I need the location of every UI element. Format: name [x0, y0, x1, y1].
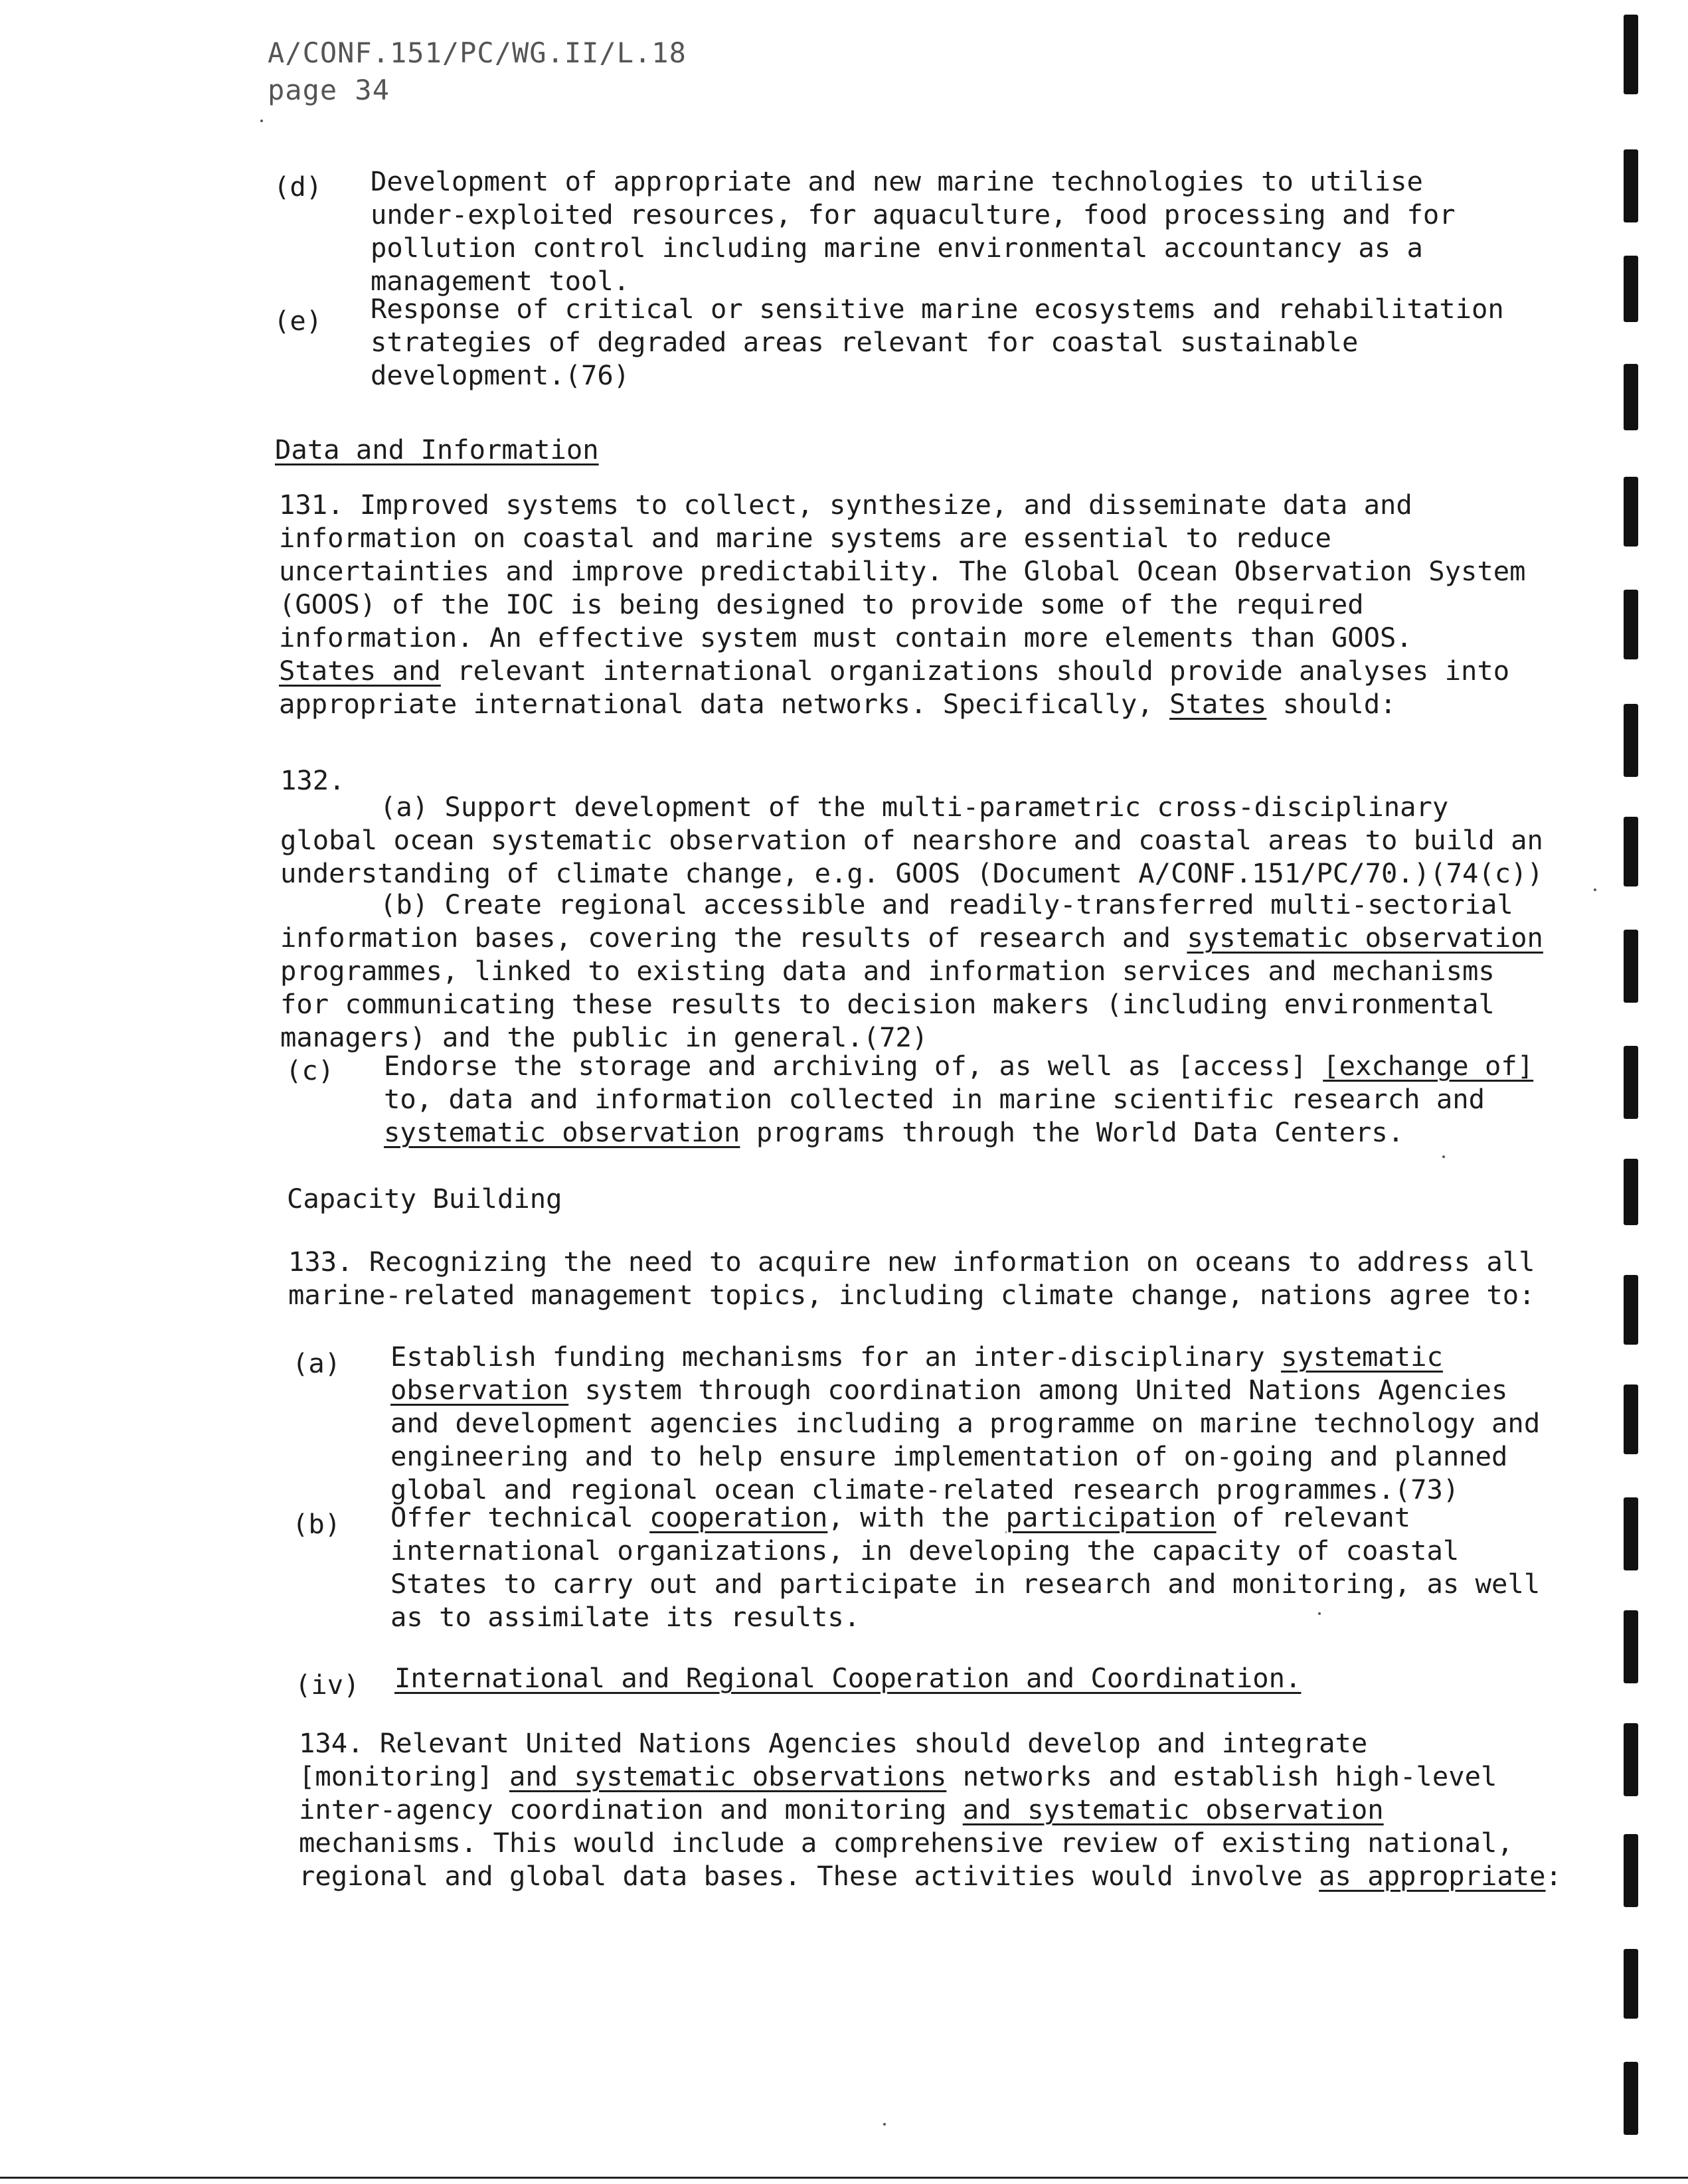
scan-margin-mark: [1624, 15, 1638, 94]
page-number: page 34: [268, 74, 390, 106]
paragraph-line: 134. Relevant United Nations Agencies should develop and integrate: [299, 1727, 1368, 1759]
item-d-text: [371, 165, 1456, 297]
scan-margin-mark: [1624, 1723, 1638, 1796]
paragraph-line: global and regional ocean climate-related research programmes.(73): [390, 1473, 1460, 1505]
scan-margin-mark: [1624, 1275, 1638, 1345]
scan-speck: [1442, 1155, 1445, 1158]
paragraph-line: understanding of climate change, e.g. GOOS (Document A/CONF.151/PC/70.)(74(c)): [280, 857, 1543, 889]
item-e-line: Response of critical or sensitive marine ecosystems and rehabilitation: [371, 293, 1504, 325]
scan-margin-mark: [1624, 590, 1638, 659]
scan-margin-mark: [1624, 2062, 1638, 2135]
paragraph-line: appropriate international data networks. Specifically, States should:: [279, 688, 1396, 720]
underlined-text: systematic observation: [1187, 922, 1543, 954]
paragraph-line: States and relevant international organizations should provide analyses into: [279, 655, 1510, 687]
paragraph-line: inter-agency coordination and monitoring and systematic observation: [299, 1794, 1384, 1825]
item-c-label: (c): [286, 1054, 335, 1086]
scan-margin-mark: [1624, 149, 1638, 222]
scan-margin-mark: [1624, 1497, 1638, 1570]
paragraph-line: Establish funding mechanisms for an inter-disciplinary systematic: [390, 1341, 1443, 1373]
underlined-text: States: [1169, 688, 1267, 720]
scan-margin-mark: [1624, 704, 1638, 777]
item-d-label: (d): [274, 171, 323, 203]
item-b-label: (b): [292, 1508, 341, 1540]
paragraph-133-b: [390, 1501, 1540, 1634]
paragraph-132-number: 132.: [280, 764, 345, 796]
paragraph-line: [monitoring] and systematic observations networks and establish high-level: [299, 1760, 1497, 1792]
underlined-text: observation: [390, 1374, 569, 1406]
document-symbol: A/CONF.151/PC/WG.II/L.18: [268, 37, 687, 69]
paragraph-line: managers) and the public in general.(72): [280, 1021, 928, 1053]
item-d-line: management tool.: [371, 265, 630, 297]
scan-margin-mark: [1624, 1046, 1638, 1119]
scan-margin-mark: [1624, 477, 1638, 546]
scan-margin-mark: [1624, 364, 1638, 430]
item-d-line: under-exploited resources, for aquaculture, food processing and for: [371, 199, 1456, 230]
paragraph-line: 133. Recognizing the need to acquire new information on oceans to address all: [288, 1246, 1535, 1278]
item-e-label: (e): [274, 305, 323, 337]
paragraph-line: global ocean systematic observation of nearshore and coastal areas to build an: [280, 824, 1543, 856]
paragraph-line: observation system through coordination among United Nations Agencies: [390, 1374, 1508, 1406]
paragraph-line: regional and global data bases. These activities would involve as appropriate:: [299, 1860, 1562, 1892]
paragraph-133-a: [390, 1340, 1540, 1506]
scan-bottom-edge: [0, 2177, 1688, 2179]
underlined-text: cooperation: [649, 1501, 828, 1533]
paragraph-line: 131. Improved systems to collect, synthesize, and disseminate data and: [279, 489, 1412, 521]
underlined-text: and systematic observations: [509, 1760, 947, 1792]
underlined-text: as appropriate: [1319, 1860, 1546, 1892]
scan-speck: [883, 2123, 886, 2126]
section-iv-label: (iv): [295, 1669, 360, 1701]
underlined-text: and systematic observation: [962, 1794, 1384, 1825]
paragraph-line: (GOOS) of the IOC is being designed to provide some of the required: [279, 588, 1364, 620]
item-d-line: Development of appropriate and new marine technologies to utilise: [371, 165, 1423, 197]
paragraph-line: engineering and to help ensure implementation of on-going and planned: [390, 1440, 1508, 1472]
paragraph-line: international organizations, in developing the capacity of coastal: [390, 1535, 1460, 1566]
item-e-text: [371, 292, 1504, 392]
paragraph-line: and development agencies including a programme on marine technology and: [390, 1407, 1541, 1439]
underlined-text: systematic: [1281, 1341, 1443, 1373]
item-d-line: pollution control including marine environmental accountancy as a: [371, 232, 1423, 264]
scan-margin-mark: [1624, 1949, 1638, 2019]
section-heading-data-information: Data and Information: [275, 434, 599, 465]
paragraph-line: information. An effective system must contain more elements than GOOS.: [279, 622, 1412, 653]
paragraph-132-b: [280, 888, 1543, 1054]
paragraph-line: information bases, covering the results of research and systematic observation: [280, 922, 1543, 954]
paragraph-line: information on coastal and marine systems are essential to reduce: [279, 522, 1331, 554]
scan-margin-mark: [1624, 256, 1638, 322]
scan-speck: [1594, 888, 1596, 891]
underlined-text: systematic observation: [384, 1116, 740, 1148]
item-a-label: (a): [292, 1347, 341, 1379]
paragraph-line: to, data and information collected in marine scientific research and: [384, 1083, 1485, 1115]
paragraph-line: for communicating these results to decision makers (including environmental: [280, 988, 1495, 1020]
paragraph-line: (b) Create regional accessible and readily-transferred multi-sectorial: [380, 888, 1513, 920]
scan-speck: [1318, 1612, 1321, 1615]
paragraph-line: States to carry out and participate in research and monitoring, as well: [390, 1568, 1541, 1600]
underlined-text: participation: [1005, 1501, 1217, 1533]
paragraph-133: [288, 1245, 1535, 1311]
paragraph-line: systematic observation programs through the World Data Centers.: [384, 1116, 1404, 1148]
scan-margin-mark: [1624, 930, 1638, 1003]
item-e-line: strategies of degraded areas relevant for coastal sustainable: [371, 326, 1359, 358]
underlined-text: [exchange of]: [1323, 1050, 1534, 1082]
paragraph-line: programmes, linked to existing data and information services and mechanisms: [280, 955, 1495, 987]
paragraph-line: as to assimilate its results.: [390, 1601, 861, 1633]
paragraph-132-a: [280, 790, 1543, 890]
paragraph-line: Endorse the storage and archiving of, as well as [access] [exchange of]: [384, 1050, 1534, 1082]
paragraph-line: Offer technical cooperation, with the participation of relevant: [390, 1501, 1411, 1533]
paragraph-line: uncertainties and improve predictability. The Global Ocean Observation System: [279, 555, 1526, 587]
document-header: [268, 35, 687, 109]
underlined-text: States and: [279, 655, 441, 687]
paragraph-line: (a) Support development of the multi-parametric cross-disciplinary: [380, 791, 1449, 823]
paragraph-line: mechanisms. This would include a comprehensive review of existing national,: [299, 1827, 1513, 1859]
paragraph-134: [299, 1726, 1562, 1892]
paragraph-line: marine-related management topics, including climate change, nations agree to:: [288, 1279, 1535, 1311]
section-heading-cooperation: International and Regional Cooperation and Coordination.: [394, 1662, 1302, 1694]
scan-speck: [260, 120, 263, 122]
scan-margin-mark: [1624, 1385, 1638, 1454]
scan-margin-mark: [1624, 1159, 1638, 1225]
section-heading-capacity-building: Capacity Building: [287, 1183, 562, 1215]
scan-margin-mark: [1624, 1610, 1638, 1683]
paragraph-132-c: [384, 1049, 1533, 1149]
scan-margin-mark: [1624, 1834, 1638, 1907]
item-e-line: development.(76): [371, 359, 630, 391]
paragraph-131: [279, 488, 1526, 720]
scan-margin-mark: [1624, 817, 1638, 886]
